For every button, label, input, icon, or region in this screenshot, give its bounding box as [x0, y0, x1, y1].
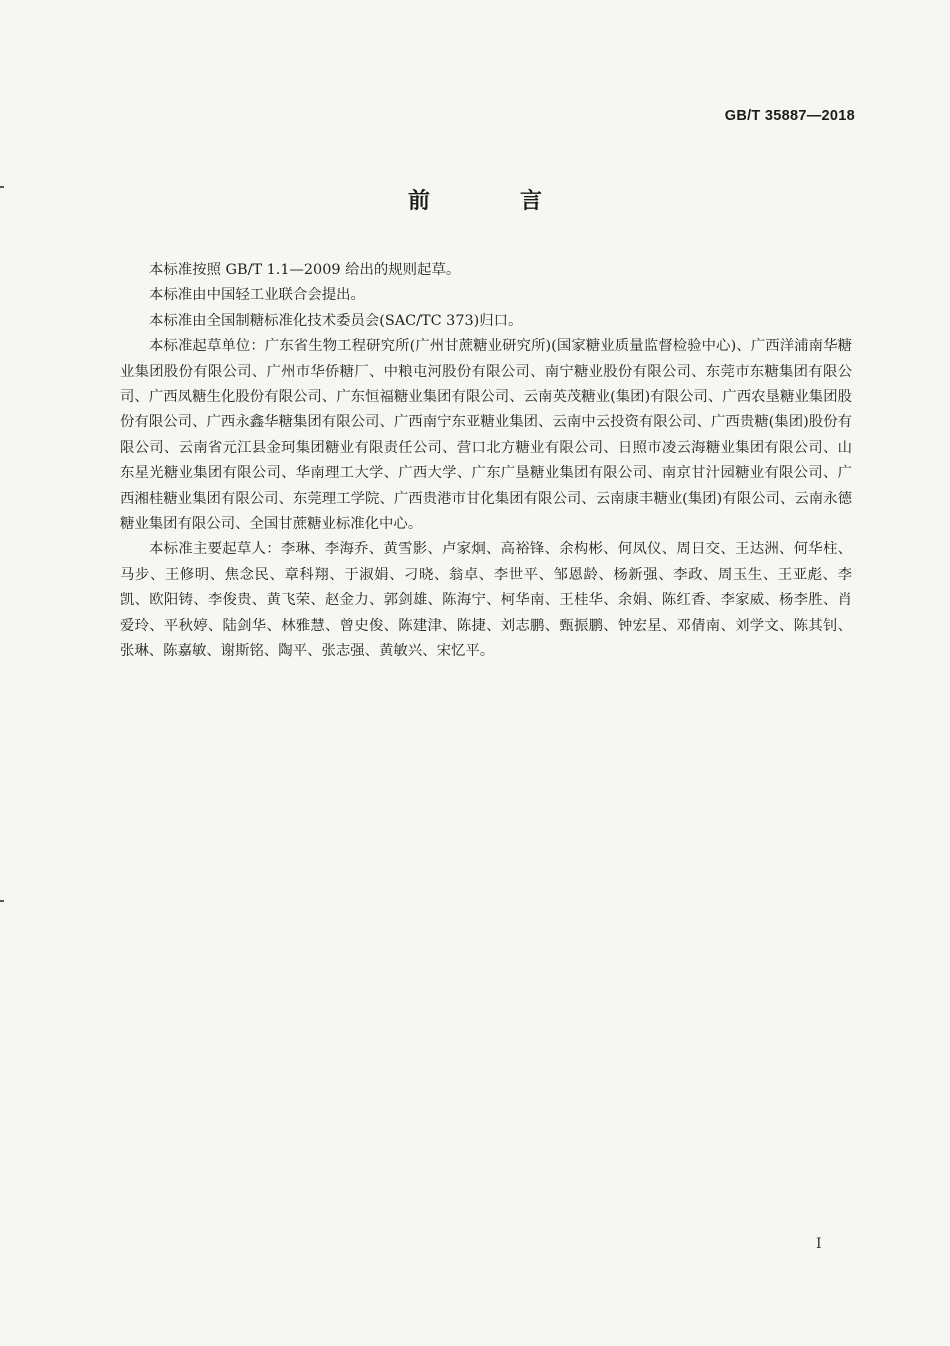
- paragraph-drafting-rules: 本标准按照 GB/T 1.1—2009 给出的规则起草。: [149, 262, 461, 278]
- paragraph-drafters: 本标准主要起草人：李琳、李海乔、黄雪影、卢家炯、高裕锋、余构彬、何凤仪、周日交、王达洲、何华柱、马步、王修明、焦念民、章科翔、于淑娟、刁晓、翁卓、李世平、邹恩龄、杨新强、李政、周玉生、王亚彪、李凯、欧阳铸、李俊贵、黄飞荣、赵金力、郭剑雄、陈海宁、柯华南、王桂华、余娟、陈红香、李家威、杨李胜、肖爱玲、平秋婷、陆剑华、林雅慧、曾史俊、陈建津、陈捷、刘志鹏、甄振鹏、钟宏星、邓倩南、刘学文、陈其钊、张琳、陈嘉敏、谢斯铭、陶平、张志强、黄敏兴、宋忆平。: [120, 541, 852, 660]
- scan-edge-mark: [0, 186, 4, 188]
- page-title: 前 言: [407, 189, 576, 214]
- scan-edge-mark: [0, 900, 4, 902]
- paragraph-proposer: 本标准由中国轻工业联合会提出。: [149, 287, 365, 304]
- paragraph-committee: 本标准由全国制糖标准化技术委员会(SAC/TC 373)归口。: [149, 312, 523, 329]
- standard-number: GB/T 35887—2018: [724, 108, 855, 124]
- foreword-body: [120, 258, 852, 665]
- paragraph-drafting-units: 本标准起草单位：广东省生物工程研究所(广州甘蔗糖业研究所)(国家糖业质量监督检验中心)、广西洋浦南华糖业集团股份有限公司、广州市华侨糖厂、中粮屯河股份有限公司、南宁糖业股份有限公司、东莞市东糖集团有限公司、广西凤糖生化股份有限公司、广东恒福糖业集团有限公司、云南英茂糖业(集团)有限公司、广西农垦糖业集团股份有限公司、广西永鑫华糖集团有限公司、广西南宁东亚糖业集团、云南中云投资有限公司、广西贵糖(集团)股份有限公司、云南省元江县金珂集团糖业有限责任公司、营口北方糖业有限公司、日照市凌云海糖业集团有限公司、山东星光糖业集团有限公司、华南理工大学、广西大学、广东广垦糖业集团有限公司、南京甘汁园糖业有限公司、广西湘桂糖业集团有限公司、东莞理工学院、广西贵港市甘化集团有限公司、云南康丰糖业(集团)有限公司、云南永德糖业集团有限公司、全国甘蔗糖业标准化中心。: [120, 338, 852, 533]
- page-number: I: [816, 1236, 822, 1252]
